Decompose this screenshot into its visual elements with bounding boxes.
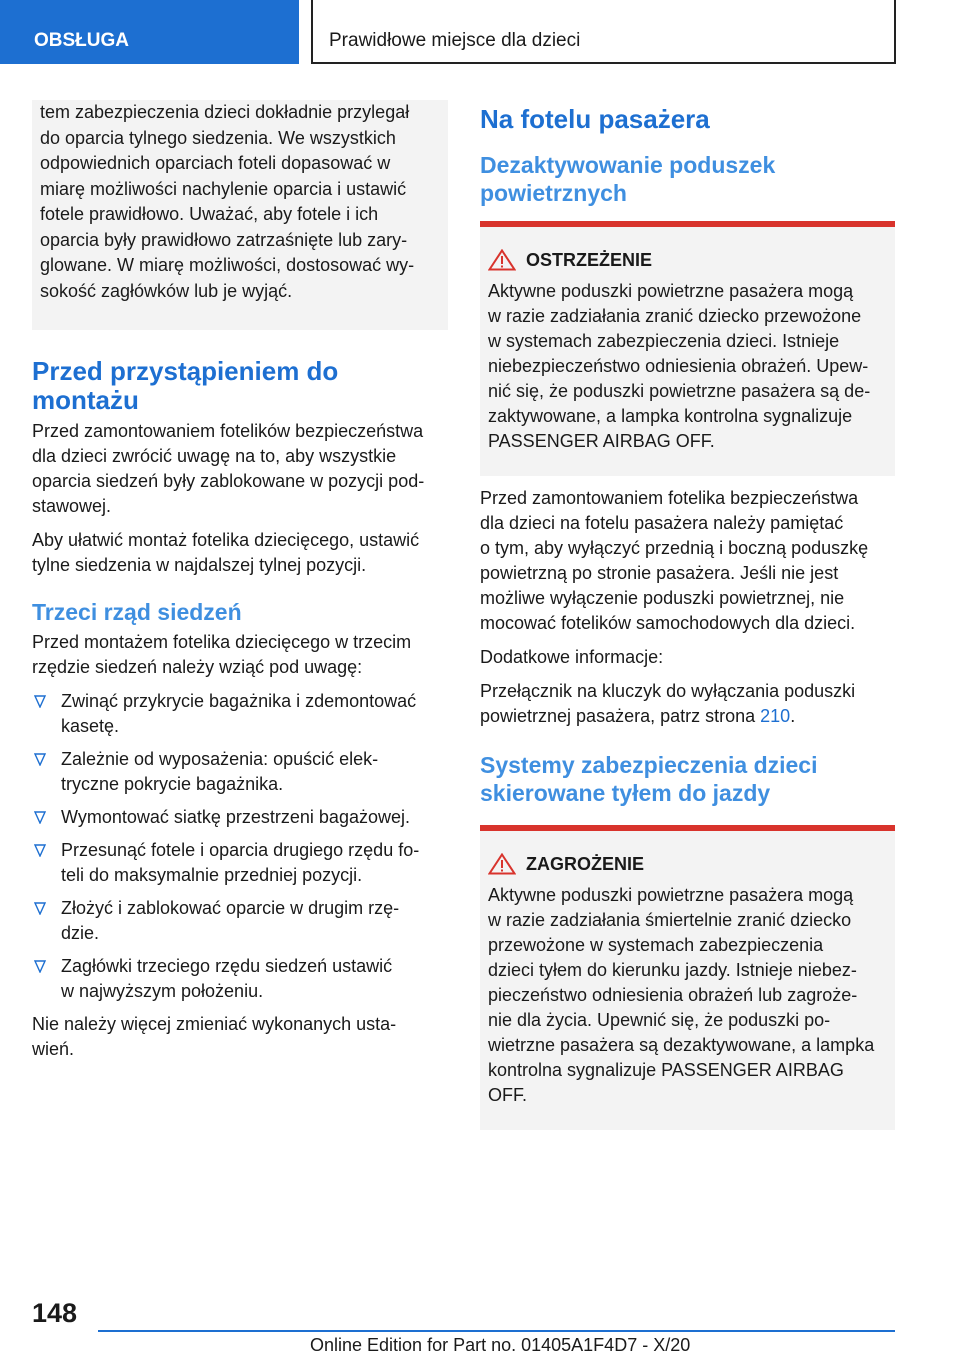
warning-line: w systemach zabezpieczenia dzieci. Istnieje — [488, 331, 840, 351]
danger-line: wietrzne pasażera są dezaktywowane, a lampka — [488, 1035, 875, 1055]
page-reference-link[interactable]: 210 — [760, 706, 791, 726]
danger-line: w razie zadziałania śmiertelnie zranić dziecko — [488, 910, 852, 930]
paragraph-passenger-airbag — [480, 486, 895, 636]
heading-rear-facing — [480, 751, 895, 807]
heading-line: Dezaktywowanie poduszek — [480, 152, 776, 178]
text-line: mocować fotelików samochodowych dla dzieci. — [480, 613, 856, 633]
intro-line: oparcia były prawidłowo zatrzaśnięte lub zary- — [40, 229, 408, 250]
intro-line: miarę możliwości nachylenie oparcia i ustawić — [40, 178, 407, 199]
heading-before-installation — [32, 357, 448, 415]
list-item-text: Wymontować siatkę przestrzeni bagażowej. — [61, 807, 410, 827]
warning-line: PASSENGER AIRBAG OFF. — [488, 431, 715, 451]
heading-third-row: Trzeci rząd siedzeń — [32, 599, 242, 625]
text-line: dla dzieci na fotelu pasażera należy pamiętać — [480, 513, 844, 533]
danger-line: Aktywne poduszki powietrzne pasażera mogą — [488, 885, 854, 905]
list-item-text: Przesunąć fotele i oparcia drugiego rzędu fo- — [61, 840, 420, 860]
intro-line: do oparcia tylnego siedzenia. We wszystkich — [40, 127, 396, 148]
text-line: rzędzie siedzeń należy wziąć pod uwagę: — [32, 657, 363, 677]
chapter-title: Prawidłowe miejsce dla dzieci — [311, 0, 896, 64]
list-item-text: Złożyć i zablokować oparcie w drugim rzę- — [61, 898, 400, 918]
right-column — [480, 100, 895, 1130]
warning-line: w razie zadziałania zranić dziecko przewożone — [488, 306, 862, 326]
text-line: Nie należy więcej zmieniać wykonanych usta- — [32, 1014, 397, 1034]
triangle-bullet-icon — [34, 960, 46, 973]
paragraph-no-changes — [32, 1012, 448, 1062]
list-item-text: dzie. — [61, 923, 100, 943]
text-line: wień. — [32, 1039, 75, 1059]
intro-line: tem zabezpieczenia dzieci dokładnie przylegał — [40, 102, 410, 122]
heading-line: Przed przystąpieniem do — [32, 356, 339, 386]
additional-info-label: Dodatkowe informacje: — [480, 647, 664, 667]
danger-line: OFF. — [488, 1085, 527, 1105]
text-line: stawowej. — [32, 496, 112, 516]
paragraph-third-row — [32, 630, 448, 680]
page-number: 148 — [32, 1298, 78, 1328]
warning-box — [480, 221, 895, 476]
text-line: możliwe wyłączenie poduszki powietrznej, nie — [480, 588, 845, 608]
list-item — [32, 838, 448, 888]
warning-triangle-icon — [488, 853, 516, 875]
danger-line: dzieci tyłem do kierunku jazdy. Istnieje niebez- — [488, 960, 857, 980]
text-span: powietrznej pasażera, patrz strona — [480, 706, 761, 726]
heading-deactivate-airbags — [480, 151, 895, 207]
list-item-text: Zagłówki trzeciego rzędu siedzeń ustawić — [61, 956, 393, 976]
paragraph-key-switch — [480, 679, 895, 729]
text-line: dla dzieci zwrócić uwagę na to, aby wszystkie — [32, 446, 397, 466]
text-line: Przed montażem fotelika dziecięcego w trzecim — [32, 632, 412, 652]
text-line: Przed zamontowaniem fotelika bezpieczeństwa — [480, 488, 859, 508]
left-column — [32, 100, 448, 1062]
heading-passenger-seat: Na fotelu pasażera — [480, 104, 710, 134]
text-line: o tym, aby wyłączyć przednią i boczną poduszkę — [480, 538, 869, 558]
footer-rule — [98, 1330, 895, 1332]
danger-box — [480, 825, 895, 1130]
warning-line: niebezpieczeństwo odniesienia obrażeń. Upew- — [488, 356, 869, 376]
intro-note-box — [32, 100, 448, 330]
danger-line: przewożone w systemach zabezpieczenia — [488, 935, 824, 955]
list-item-text: Zwinąć przykrycie bagażnika i zdemontować — [61, 691, 417, 711]
triangle-bullet-icon — [34, 844, 46, 857]
triangle-bullet-icon — [34, 811, 46, 824]
list-item-text: w najwyższym położeniu. — [61, 981, 264, 1001]
warning-line: nić się, że poduszki powietrzne pasażera są de- — [488, 381, 871, 401]
heading-line: Systemy zabezpieczenia dzieci — [480, 752, 818, 778]
intro-line: fotele prawidłowo. Uważać, aby fotele i ich — [40, 204, 379, 224]
text-line: Przed zamontowaniem fotelików bezpieczeństwa — [32, 421, 424, 441]
section-tab[interactable]: OBSŁUGA — [0, 0, 299, 64]
paragraph-before-installation — [32, 419, 448, 519]
intro-line: odpowiednich oparciach foteli dopasować w — [40, 153, 391, 173]
danger-line: kontrolna sygnalizuje PASSENGER AIRBAG — [488, 1060, 844, 1080]
list-item — [32, 896, 448, 946]
text-line: oparcia siedzeń były zablokowane w pozycji pod- — [32, 471, 425, 491]
text-span: . — [790, 706, 796, 726]
intro-line: sokość zagłówków lub je wyjąć. — [40, 280, 293, 301]
list-item — [32, 805, 448, 830]
warning-line: zaktywowane, a lampka kontrolna sygnalizuje — [488, 406, 853, 426]
list-item — [32, 747, 448, 797]
text-line: Przełącznik na kluczyk do wyłączania poduszki — [480, 681, 856, 701]
text-line: powietrzną po stronie pasażera. Jeśli nie jest — [480, 563, 839, 583]
text-line — [480, 704, 895, 729]
list-item — [32, 954, 448, 1004]
text-line: tylne siedzenia w najdalszej tylnej pozycji. — [32, 555, 367, 575]
triangle-bullet-icon — [34, 902, 46, 915]
danger-title: ZAGROŻENIE — [526, 853, 645, 874]
danger-header — [488, 853, 887, 875]
warning-title: OSTRZEŻENIE — [526, 249, 653, 270]
danger-line: pieczeństwo odniesienia obrażeń lub zagroże- — [488, 985, 858, 1005]
danger-line: nie dla życia. Upewnić się, że poduszki po- — [488, 1010, 831, 1030]
list-item-text: kasetę. — [61, 716, 120, 736]
triangle-bullet-icon — [34, 695, 46, 708]
list-item-text: teli do maksymalnie przedniej pozycji. — [61, 865, 363, 885]
heading-line: powietrznych — [480, 180, 627, 206]
heading-line: montażu — [32, 385, 139, 415]
intro-line: glowane. W miarę możliwości, dostosować wy- — [40, 255, 415, 275]
paragraph-rear-seats — [32, 528, 448, 578]
warning-triangle-icon — [488, 249, 516, 271]
triangle-bullet-icon — [34, 753, 46, 766]
footer-edition: Online Edition for Part no. 01405A1F4D7 - X/20 — [310, 1335, 691, 1355]
warning-header — [488, 249, 887, 271]
warning-line: Aktywne poduszki powietrzne pasażera mogą — [488, 281, 854, 301]
third-row-steps — [32, 689, 448, 1004]
list-item-text: Zależnie od wyposażenia: opuścić elek- — [61, 749, 379, 769]
text-line: Aby ułatwić montaż fotelika dziecięcego, ustawić — [32, 530, 420, 550]
list-item-text: tryczne pokrycie bagażnika. — [61, 774, 284, 794]
heading-line: skierowane tyłem do jazdy — [480, 780, 771, 806]
list-item — [32, 689, 448, 739]
